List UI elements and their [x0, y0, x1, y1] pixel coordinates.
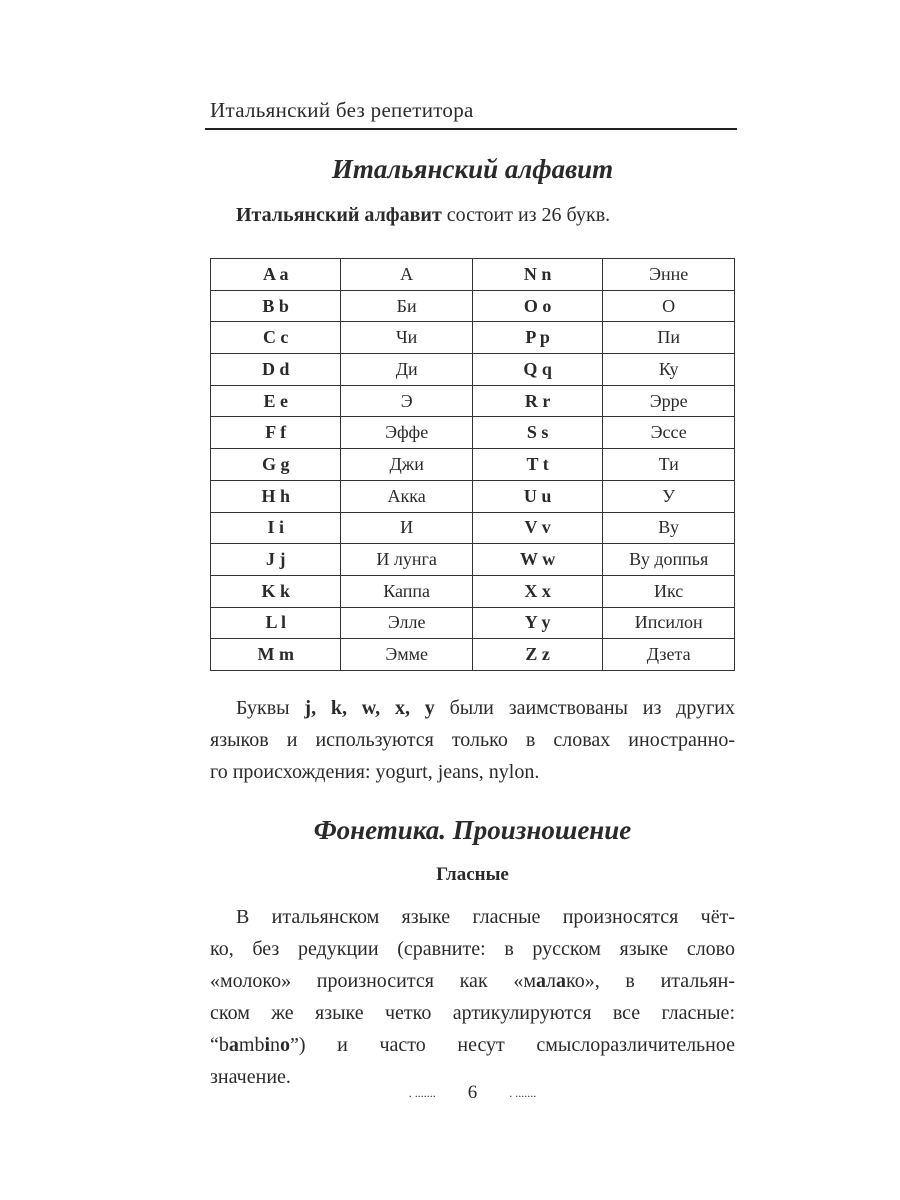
alphabet-table	[210, 258, 735, 671]
letter-cell: B b	[211, 290, 341, 322]
section-title-phonetics: Фонетика. Произношение	[313, 815, 632, 845]
letter-cell: E e	[211, 385, 341, 417]
page-footer	[210, 1082, 735, 1104]
letter-cell: M m	[211, 639, 341, 671]
intro-bold: Итальянский алфавит	[236, 204, 442, 226]
footer-dots: . .......	[509, 1086, 537, 1101]
letter-cell: R r	[472, 385, 602, 417]
para1-line: го происхождения: yogurt, jeans, nylon.	[210, 761, 540, 783]
letter-cell: W w	[472, 544, 602, 576]
letter-cell: G g	[211, 449, 341, 481]
table-row	[211, 544, 735, 576]
letter-cell: S s	[472, 417, 602, 449]
letter-name-cell: Джи	[341, 449, 473, 481]
para1-line	[210, 697, 735, 720]
letter-cell: X x	[472, 575, 602, 607]
table-row	[211, 385, 735, 417]
table-row	[211, 417, 735, 449]
letter-cell: F f	[211, 417, 341, 449]
letter-name-cell: Чи	[341, 322, 473, 354]
letter-name-cell: Дзета	[603, 639, 735, 671]
letter-cell: K k	[211, 575, 341, 607]
table-row	[211, 354, 735, 386]
table-row	[211, 290, 735, 322]
table-row	[211, 259, 735, 291]
letter-name-cell: Энне	[603, 259, 735, 291]
para2-line: ском же языке четко артикулируются все гласные:	[210, 1002, 735, 1024]
text: mb	[238, 1034, 265, 1056]
letter-name-cell: А	[341, 259, 473, 291]
letter-cell: U u	[472, 480, 602, 512]
letter-cell: O o	[472, 290, 602, 322]
letter-name-cell: Э	[341, 385, 473, 417]
letter-name-cell: И лунга	[341, 544, 473, 576]
letter-name-cell: Пи	[603, 322, 735, 354]
letter-cell: I i	[211, 512, 341, 544]
letter-cell: A a	[211, 259, 341, 291]
letter-name-cell: Каппа	[341, 575, 473, 607]
section-title-alphabet: Итальянский алфавит	[331, 154, 614, 184]
bold-vowel: a	[228, 1034, 239, 1056]
letter-name-cell: Акка	[341, 480, 473, 512]
letter-name-cell: Ку	[603, 354, 735, 386]
letter-cell: Y y	[472, 607, 602, 639]
bold-vowel: а	[556, 970, 567, 992]
letter-name-cell: И	[341, 512, 473, 544]
para2-line: значение.	[210, 1066, 291, 1088]
letter-name-cell: Ди	[341, 354, 473, 386]
letter-cell: J j	[211, 544, 341, 576]
footer-dots: . .......	[408, 1086, 436, 1101]
letter-cell: N n	[472, 259, 602, 291]
letter-name-cell: Эрре	[603, 385, 735, 417]
text: “b	[210, 1034, 229, 1056]
letter-name-cell: Эссе	[603, 417, 735, 449]
page-number: 6	[467, 1082, 478, 1103]
para2-line: ко, без редукции (сравните: в русском языке слово	[210, 938, 735, 960]
running-head: Итальянский без репетитора	[210, 98, 474, 122]
para2-line	[210, 970, 735, 993]
table-row	[211, 575, 735, 607]
letter-name-cell: О	[603, 290, 735, 322]
text: были заимствованы из других	[434, 697, 736, 719]
table-row	[211, 607, 735, 639]
para1-line: языков и используются только в словах иностранно-	[210, 729, 735, 751]
letter-name-cell: У	[603, 480, 735, 512]
bold-vowel: i	[264, 1034, 271, 1056]
letter-cell: T t	[472, 449, 602, 481]
header-rule	[205, 128, 737, 130]
letter-name-cell: Ипсилон	[603, 607, 735, 639]
text: ”) и часто несут смыслоразличительное	[290, 1034, 735, 1056]
letter-cell: C c	[211, 322, 341, 354]
intro-text	[236, 204, 610, 227]
letter-cell: H h	[211, 480, 341, 512]
table-row	[211, 322, 735, 354]
letter-name-cell: Элле	[341, 607, 473, 639]
letter-name-cell: Эффе	[341, 417, 473, 449]
subsection-title: Гласные	[436, 864, 509, 885]
letter-cell: P p	[472, 322, 602, 354]
letter-cell: Z z	[472, 639, 602, 671]
letter-cell: L l	[211, 607, 341, 639]
para2-line: В итальянском языке гласные произносятся чёт-	[236, 906, 735, 928]
table-row	[211, 449, 735, 481]
letter-name-cell: Ву	[603, 512, 735, 544]
intro-rest: состоит из 26 букв.	[441, 204, 611, 226]
letter-name-cell: Эмме	[341, 639, 473, 671]
bold-letters: j, k, w, x, y	[304, 697, 435, 719]
text: n	[270, 1034, 281, 1056]
letter-cell: V v	[472, 512, 602, 544]
para2-line	[210, 1034, 735, 1057]
text: Буквы	[236, 697, 305, 719]
letter-cell: Q q	[472, 354, 602, 386]
letter-name-cell: Ти	[603, 449, 735, 481]
letter-name-cell: Ву доппья	[603, 544, 735, 576]
bold-vowel: o	[280, 1034, 291, 1056]
table-row	[211, 480, 735, 512]
letter-cell: D d	[211, 354, 341, 386]
letter-name-cell: Би	[341, 290, 473, 322]
text: ко», в итальян-	[566, 970, 735, 992]
letter-name-cell: Икс	[603, 575, 735, 607]
text: л	[546, 970, 557, 992]
bold-vowel: а	[536, 970, 547, 992]
table-row	[211, 512, 735, 544]
text: «молоко» произносится как «м	[210, 970, 537, 992]
table-row	[211, 639, 735, 671]
